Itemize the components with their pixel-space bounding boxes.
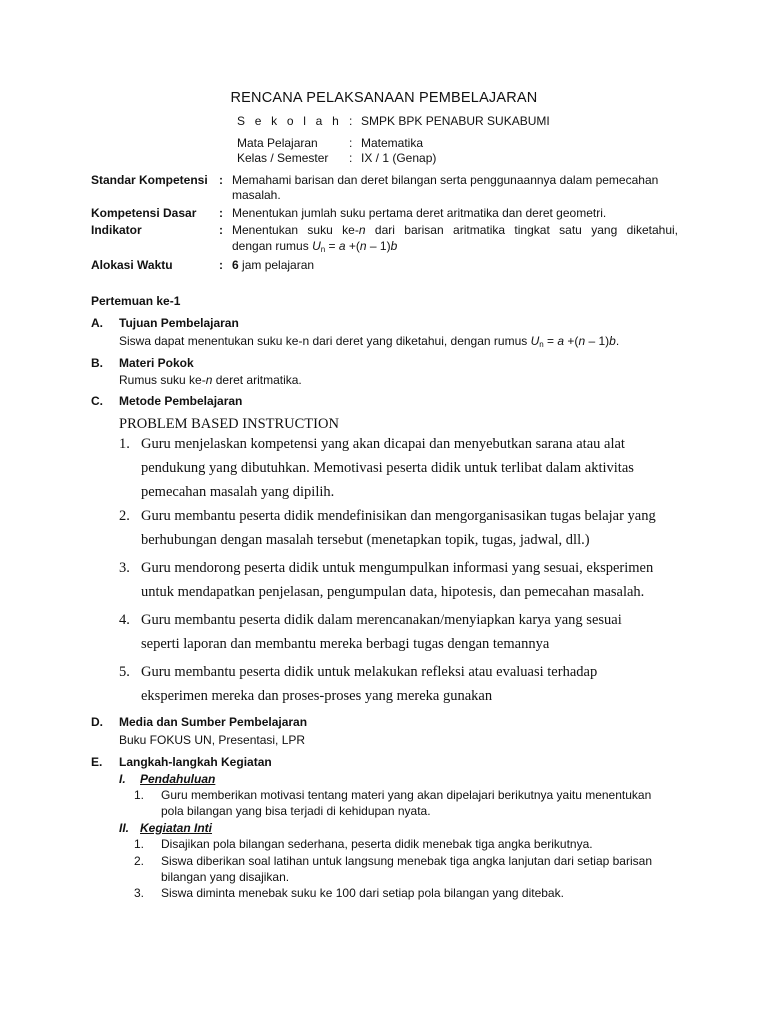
section-b-letter: B.: [91, 356, 103, 370]
colon: :: [219, 223, 223, 237]
pbi-item: Guru membantu peserta didik untuk melakukan refleksi atau evaluasi terhadap eksperimen mereka dan proses-proses yang mereka gunakan: [141, 664, 598, 704]
alokasi-waktu-label: Alokasi Waktu: [91, 258, 173, 272]
alokasi-waktu-text: 6 jam pelajaran: [232, 258, 315, 272]
section-d-text: Buku FOKUS UN, Presentasi, LPR: [119, 733, 306, 747]
section-c-letter: C.: [91, 394, 103, 408]
section-d-letter: D.: [91, 715, 103, 729]
kompetensi-dasar-text: Menentukan jumlah suku pertama deret aritmatika dan deret geometri.: [232, 206, 607, 220]
pbi-item-number: 5.: [119, 664, 130, 680]
part-2-title: Kegiatan Inti: [140, 821, 213, 835]
section-b-text: Rumus suku ke-n deret aritmatika.: [119, 373, 302, 387]
step-text: Siswa diberikan soal latihan untuk langsung menebak tiga angka lanjutan dari setiap barisan bilangan yang disajikan.: [161, 854, 652, 884]
indikator-label: Indikator: [91, 223, 142, 237]
pertemuan-heading: Pertemuan ke-1: [91, 294, 181, 308]
meta-class-row: [237, 151, 657, 167]
pbi-item-number: 2.: [119, 508, 130, 524]
section-a-title: Tujuan Pembelajaran: [119, 316, 239, 330]
step-number: 1.: [134, 837, 145, 851]
step-number: 2.: [134, 854, 145, 868]
meta-school-value: SMPK BPK PENABUR SUKABUMI: [361, 114, 550, 128]
meta-class-value: IX / 1 (Genap): [361, 151, 437, 165]
meta-subject-row: [237, 136, 657, 152]
section-e-letter: E.: [91, 755, 103, 769]
pbi-item: Guru membantu peserta didik mendefinisikan dan mengorganisasikan tugas belajar yang berhubungan dengan masalah tersebut (menetapkan topik, tugas, jadwal, dll.): [141, 508, 656, 548]
step-text: Siswa diminta menebak suku ke 100 dari setiap pola bilangan yang ditebak.: [161, 886, 564, 900]
section-b-title: Materi Pokok: [119, 356, 194, 370]
step-number: 3.: [134, 886, 145, 900]
meta-school-label: S e k o l a h: [237, 114, 342, 128]
pbi-item-number: 3.: [119, 560, 130, 576]
pbi-item-number: 4.: [119, 612, 130, 628]
standar-kompetensi-line-2: masalah.: [232, 188, 281, 202]
colon: :: [219, 173, 223, 187]
step-text: Disajikan pola bilangan sederhana, peserta didik menebak tiga angka berikutnya.: [161, 837, 593, 851]
section-c-title: Metode Pembelajaran: [119, 394, 243, 408]
part-1-title: Pendahuluan: [140, 772, 216, 786]
colon: :: [219, 258, 223, 272]
pbi-item: Guru membantu peserta didik dalam merencanakan/menyiapkan karya yang sesuai seperti laporan dan membantu mereka berbagi tugas dengan temannya: [141, 612, 622, 652]
pbi-item: Guru mendorong peserta didik untuk mengumpulkan informasi yang sesuai, eksperimen untuk mendapatkan penjelasan, pengumpulan data, hipotesis, dan pemecahan masalah.: [141, 560, 654, 600]
step-number: 1.: [134, 788, 145, 802]
meta-subject-value: Matematika: [361, 136, 424, 150]
section-a-letter: A.: [91, 316, 103, 330]
part-2-roman: II.: [119, 821, 130, 835]
section-d-title: Media dan Sumber Pembelajaran: [119, 715, 308, 729]
standar-kompetensi-label: Standar Kompetensi: [91, 173, 208, 187]
section-e-title: Langkah-langkah Kegiatan: [119, 755, 272, 769]
meta-subject-label: Mata Pelajaran: [237, 136, 318, 150]
meta-colon: :: [349, 136, 353, 150]
step-text: Guru memberikan motivasi tentang materi yang akan dipelajari berikutnya yaitu menentukan pola bilangan yang bisa terjadi di kehidupan nyata.: [161, 788, 652, 818]
standar-kompetensi-line-1: Memahami barisan dan deret bilangan serta penggunaannya dalam pemecahan: [232, 173, 659, 187]
document-title: RENCANA PELAKSANAAN PEMBELAJARAN: [230, 90, 538, 106]
meta-colon: :: [349, 114, 353, 128]
pbi-item-number: 1.: [119, 436, 130, 452]
meta-school-row: [237, 114, 657, 130]
meta-colon: :: [349, 151, 353, 165]
pbi-title: PROBLEM BASED INSTRUCTION: [119, 416, 339, 432]
indikator-line-1: Menentukan suku ke-n dari barisan aritmatika tingkat satu yang diketahui,: [232, 223, 678, 237]
meta-class-label: Kelas / Semester: [237, 151, 329, 165]
kompetensi-dasar-label: Kompetensi Dasar: [91, 206, 197, 220]
part-1-roman: I.: [119, 772, 126, 786]
pbi-item: Guru menjelaskan kompetensi yang akan dicapai dan menyebutkan sarana atau alat pendukung yang dibutuhkan. Memotivasi peserta didik untuk terlibat dalam aktivitas pemecahan masalah yang dipilih.: [141, 436, 634, 500]
section-a-text: Siswa dapat menentukan suku ke-n dari deret yang diketahui, dengan rumus $U_n = a +(n - 1)b$.: [119, 334, 620, 349]
colon: :: [219, 206, 223, 220]
indikator-line-2: dengan rumus $U_n = a +(n - 1)b$: [232, 239, 398, 254]
